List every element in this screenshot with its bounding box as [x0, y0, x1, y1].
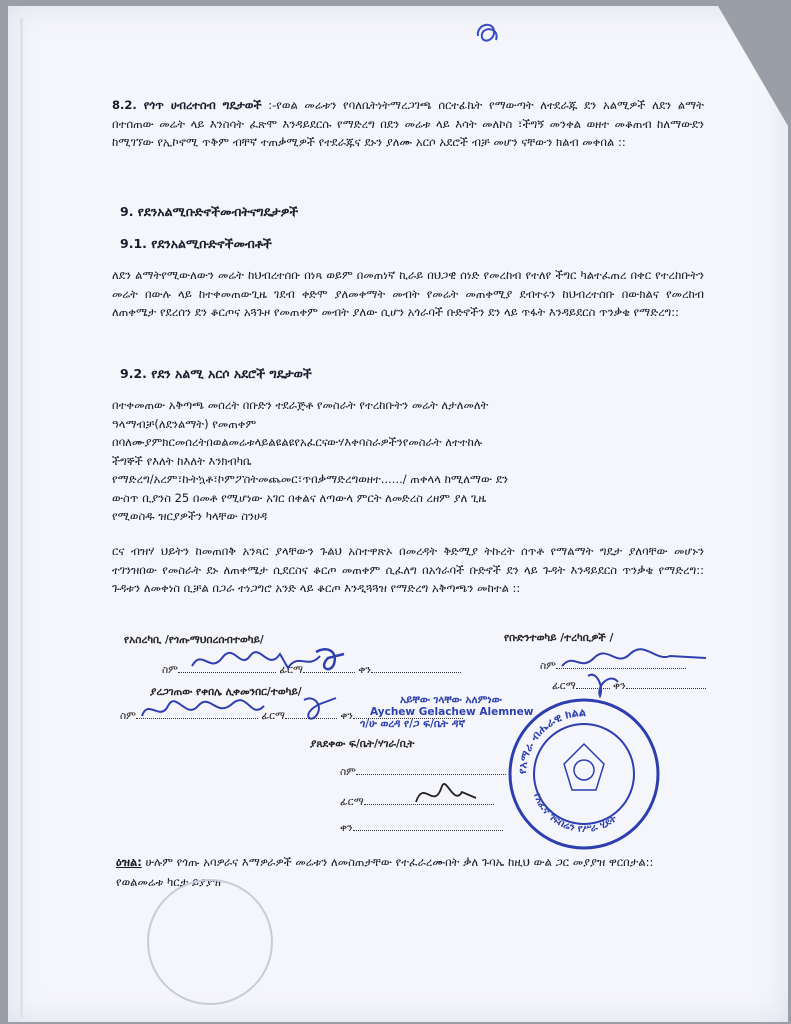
judge-stamp [300, 694, 533, 730]
stamp-outer-text: የአማራ ብሔራዊ ክልል [515, 705, 587, 775]
section-9-1-heading: 9.1. የደንአልሚቡድኖችመብቶች [120, 236, 272, 251]
date-label: ቀን [613, 680, 626, 692]
folded-corner [718, 6, 788, 126]
approver-title: ያጸደቀው ፍ/ቤት/ሃገራ/ቢት [310, 738, 415, 750]
left-signatory-title: የአስረካቢ /የጎጡማህበረሰብተወካይ/ [124, 634, 264, 646]
section-9-heading: 9. የደንአልሚቡድኖችመብትናግዴታዎች [120, 204, 299, 219]
signature-label: ፊርማ [552, 680, 576, 692]
date-label: ቀን [340, 822, 353, 834]
stamp-inner-text: የአፈኛ ገፍበሬን የሥራ ሂደት [531, 791, 619, 835]
line: የሚወስዱ ዝርያዎችን ካላቸው ስንሀዳ [112, 509, 268, 523]
handwritten-signature [188, 644, 368, 678]
stamp-line: ጎ/ሁ ወረዳ የ/ጋ ፍ/ቤት ዳኛ [360, 718, 466, 730]
section-9-2-lines [112, 396, 704, 526]
signature-label: ፊርማ [261, 710, 286, 722]
section-9-2-body: ርና ብዝሃ ህይትን ከመጠበቅ አንጻር ያላቸውን ጉልህ አስተዋጽኦ በመረዳት ቅድሚያ ትኩረት ሰጥቶ የማልማት ግዴታ ያለባቸው መሆኑን ተገንዝበው የመስራት ደኑ ለጠቀሜታ ሲደርስና ቆርጦ መጠቀም ሲፈለግ በአጎራባች ቡድኖች ደን ላይ ጉዳት እንዳይደርስ ጥንቃቄ የማድረግ:: ጉዳቱን ለመቀነስ ቢቻል በጋራ ተነጋግሮ አንድ ላይ ቆርጦ እንዲጓጓዝ የማድረግ አቅጣጫን መከተል :: [112, 544, 704, 595]
stamp-line: Aychew Gelachew Alemnew [370, 706, 534, 718]
section-9-1-body: ለደን ልማትየሚውለውን መሬት ከህብረተሰቡ በነጻ ወይም በመጠነኛ ኪራይ በህጋዊ ሰነድ የመረከብ የተለየ ችግር ካልተፈጠረ በቀር የተረከቡትን መሬት በውሉ ላይ ከተቀመጠውጊዜ ገደብ ቀድሞ ያለመቀማት መብት የመሬት መጠቀሚያ ደብተሩን ከህብረተሰቡ በውክልና የመረከብ ለጠቀሜታ የደረሰን ደን ቆርጦና አጓጉዞ የመጠቀም መብት ያለው ሲሆን አጎራባች ቡድኖችን ደን ላይ ጥፋት እንዳይደርስ ጥንቃቄ የማድረግ:: [112, 268, 704, 319]
handwritten-signature [560, 642, 710, 702]
section-8-2 [112, 96, 704, 152]
page-edge [20, 18, 23, 1018]
footnote-text: ሁሉም የጎጡ አባዎራና እማዎራዎች መሬቱን ለመስጠታቸው የተፈራረሙበት ቃለ ጉባኤ ከዚህ ውል ጋር መያያዝ ዋርበታል:: የወልመሬቱ ካርታ ይያያዝ [116, 855, 654, 889]
name-label: ስም [340, 766, 356, 778]
line: ውስጥ ቢያንስ 25 በመቶ የሚሆነው አገር በቀልና ለጣውላ ምርት ለመድረስ ረዘም ያለ ጊዜ [112, 490, 487, 505]
handwritten-signature [410, 772, 480, 816]
line: በባለሙያምክርመሰረትበወልመሬቱላይልዩልዩየአፈርናውሃእቀባስራዎችንየመስራት ለተተከሉ [112, 435, 483, 449]
line: ዓላማብቻ(ለደንልማት) የመጠቀም [112, 416, 257, 431]
footnote-label: ዕዝል: [116, 855, 142, 869]
line: የማድረግ/አረም፣ኩትኳቶ፣ኮምፖስትመጨመር፣ጥበቃማድረግወዘተ....../ ጠቀላላ ከሚለማው ደን [112, 472, 508, 486]
section-8-2-heading: 8.2. የጎጥ ሀብረተሰብ ግዴታወች [112, 98, 262, 112]
date-label: ቀን [340, 710, 353, 722]
signature-label: ፊርማ [279, 664, 304, 676]
kebele-chair-title: ያረጋገጠው የቀበሌ ሊቀመንበር/ተወካይ/ [150, 686, 302, 698]
stamp-line: አይቸው ገላቸው አለምነው [400, 694, 502, 706]
name-label: ስም [120, 710, 136, 722]
signature-label: ፊርማ [340, 796, 364, 808]
line: ችግኞች የእለት ከእለት እንክብካቤ [112, 453, 252, 468]
name-label: ስም [540, 660, 556, 672]
handwritten-page-mark [470, 14, 510, 54]
name-label: ስም [162, 664, 178, 676]
section-9-2-heading: 9.2. የደን አልሚ አርሶ አደሮች ግዴታወች [120, 366, 312, 381]
section-8-2-body: :-የወል መሬቱን የባለቤትነትማረጋገጫ ሰርተፊኬት የማውጣት ለተደራጁ ደን አልሚዎች ለደን ልማት በተሰጠው መሬት ላይ እንስሳት ፈጽሞ እንዳይደርሱ የማድረግ በደን መሬቱ ላይ እሳት መለኮስ ፣ችግኝ መንቀል ወዘተ መቆጠብ ከለማውደን ከሚገኘው የኢኮኖሚ ጥቅም ብቸኛ ተጠቃሚዎች የተደራጁና ደኑን ያለሙ አርሶ አደሮች ብቻ መሆን ናቸውን ክልብ መቀበል :: [112, 98, 705, 149]
right-signatory-title: የቡድንተወካይ /ተረካቢዎች / [504, 632, 614, 644]
date-label: ቀን [358, 664, 371, 676]
bleed-through-mark [140, 872, 280, 1012]
official-round-stamp [504, 694, 664, 854]
svg-text:የአፈኛ ገፍበሬን የሥራ ሂደት [531, 791, 619, 834]
approver-date-row [340, 822, 503, 835]
line: በተቀመጠው አቅጣጫ መሰረት በቡድን ተደራጅቶ የመስራት የተረከቡትን መሬት ለታለመለት [112, 398, 489, 412]
